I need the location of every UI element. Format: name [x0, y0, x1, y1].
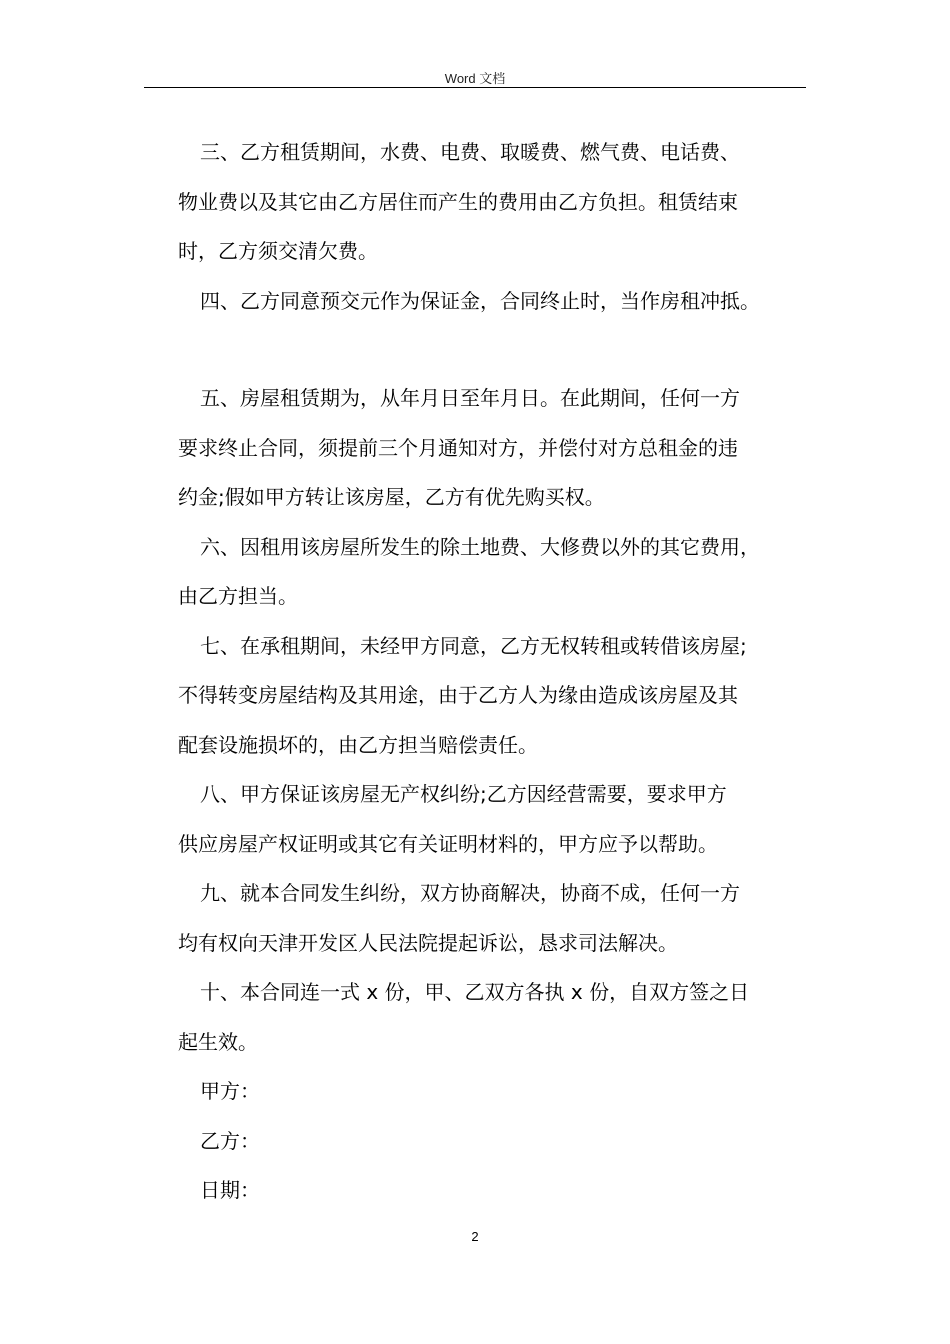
- paragraph-line: 八、甲方保证该房屋无产权纠纷;乙方因经营需要，要求甲方: [200, 782, 727, 806]
- paragraph-line: 约金;假如甲方转让该房屋，乙方有优先购买权。: [178, 485, 605, 509]
- paragraph-line: 六、因租用该房屋所发生的除土地费、大修费以外的其它费用，: [200, 534, 760, 559]
- clause-5: [178, 374, 818, 523]
- header-text: Word 文档: [444, 71, 506, 86]
- paragraph-line: 要求终止合同，须提前三个月通知对方，并偿付对方总租金的违: [178, 435, 738, 460]
- paragraph-line: 九、就本合同发生纠纷，双方协商解决，协商不成，任何一方: [200, 881, 740, 905]
- paragraph-line: 配套设施损坏的，由乙方担当赔偿责任。: [178, 732, 538, 757]
- page-number: 2: [471, 1229, 479, 1244]
- paragraph-line: 七、在承租期间，未经甲方同意，乙方无权转租或转借该房屋;: [200, 633, 747, 658]
- clause-6: [178, 523, 818, 622]
- party-a-label: 甲方：: [200, 1079, 260, 1103]
- paragraph-line: 物业费以及其它由乙方居住而产生的费用由乙方负担。租赁结束: [178, 189, 738, 214]
- paragraph-line: 供应房屋产权证明或其它有关证明材料的，甲方应予以帮助。: [178, 831, 718, 856]
- clause-3: [178, 128, 818, 277]
- paragraph-line: 不得转变房屋结构及其用途，由于乙方人为缘由造成该房屋及其: [178, 683, 738, 707]
- paragraph-line: 三、乙方租赁期间，水费、电费、取暖费、燃气费、电话费、: [200, 140, 740, 164]
- clause-8: [178, 770, 818, 869]
- clause-9: [178, 869, 818, 968]
- paragraph-line: 四、乙方同意预交元作为保证金，合同终止时，当作房租冲抵。: [200, 288, 760, 313]
- paragraph-line: 五、房屋租赁期为，从年月日至年月日。在此期间，任何一方: [200, 386, 740, 410]
- date-label: 日期：: [200, 1178, 260, 1202]
- clause-10: [178, 968, 818, 1067]
- header-divider: [144, 87, 806, 88]
- clause-7: [178, 622, 818, 771]
- paragraph-line: 十、本合同连一式 x 份，甲、乙双方各执 x 份，自双方签之日: [200, 980, 750, 1004]
- paragraph-line: 时，乙方须交清欠费。: [178, 239, 378, 263]
- clause-4: [178, 277, 818, 327]
- party-b-label: 乙方：: [200, 1128, 260, 1153]
- paragraph-line: 起生效。: [178, 1029, 258, 1054]
- paragraph-line: 均有权向天津开发区人民法院提起诉讼，恳求司法解决。: [178, 930, 678, 955]
- paragraph-line: 由乙方担当。: [178, 584, 298, 608]
- paragraph-gap: [178, 326, 818, 374]
- signature-block: [178, 1067, 818, 1216]
- document-body: [178, 128, 818, 1216]
